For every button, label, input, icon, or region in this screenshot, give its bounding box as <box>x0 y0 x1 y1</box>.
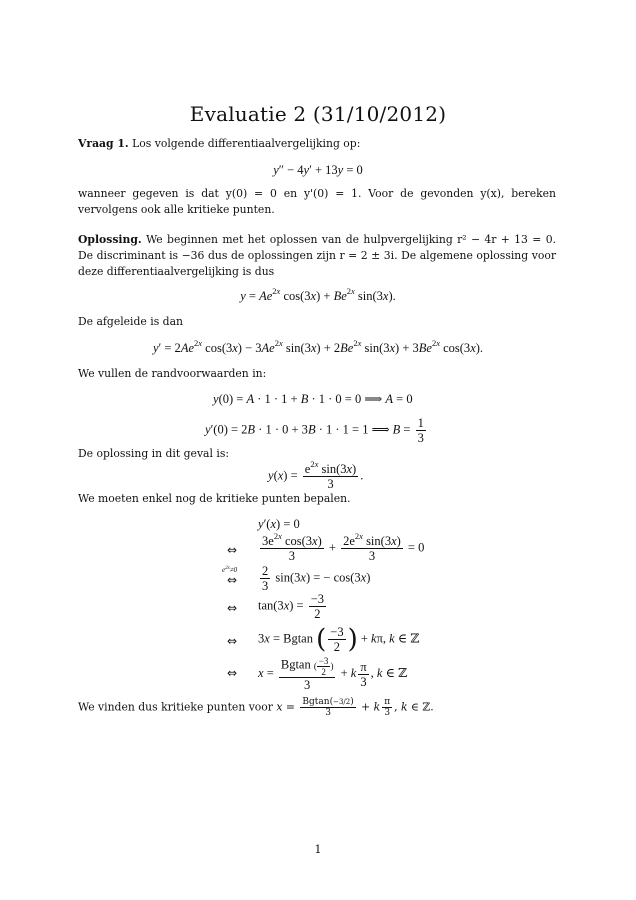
particular-intro: De oplossing in dit geval is: <box>78 447 230 460</box>
solution-intro-text: We beginnen met het oplossen van de hulpvergelijking r² − 4r + 13 = 0. De discriminant is −36 dus de oplossingen zijn r = 2 ± 3i. De algemene oplossing voor deze differentiaalvergelijking is dus <box>78 233 556 278</box>
solution-intro <box>78 232 556 280</box>
equivalence-arrow-4: ⇔ <box>227 634 238 648</box>
step-1: y′(x) = 0 <box>258 517 300 531</box>
equivalence-arrow-1: ⇔ <box>227 543 238 557</box>
page-title: Evaluatie 2 (31/10/2012) <box>189 102 447 126</box>
critical-intro: We moeten enkel nog de kritieke punten bepalen. <box>78 492 351 505</box>
boundary-condition-2: y′(0) = 2B · 1 · 0 + 3B · 1 · 1 = 1 ⟹ B = $\frac{1}{3}$ <box>205 416 424 445</box>
boundary-condition-1: y(0) = A · 1 · 1 + B · 1 · 0 = 0 ⟹ A = 0 <box>213 392 413 406</box>
step-note: $e^{2x}\ne 0$ <box>222 566 238 574</box>
question-intro <box>78 136 556 152</box>
equivalence-arrow-2: ⇔ <box>227 573 238 587</box>
particular-solution: y(x) = $\frac{e^{2x} \sin(3x)}{3}$ . <box>268 459 364 491</box>
step-6: x = Bgtan ( $\frac{-3}{2}$ ) 3 + k $\frac{\pi}{3}$ , k ∈ ℤ <box>258 656 408 692</box>
question-intro-text: Los volgende differentiaalvergelijking op: <box>132 137 361 150</box>
question-equation: y″ − 4y′ + 13y = 0 <box>273 163 363 177</box>
solution-label: Oplossing. <box>78 233 142 246</box>
derivative-intro: De afgeleide is dan <box>78 315 183 328</box>
boundary-intro: We vullen de randvoorwaarden in: <box>78 367 267 380</box>
page-number: 1 <box>314 843 322 856</box>
step-2: $\frac{3e^{2x} \cos(3x)}{3}$ + $\frac{2e^{2x} \sin(3x)}{3}$ = 0 <box>262 531 425 563</box>
question-label: Vraag 1. <box>78 137 129 150</box>
derivative-equation: $y' = 2Ae^{2x}$ $\cos(3x) - 3Ae^{2x}$ $\sin(3x) + 2Be^{2x}$ $\sin(3x) + 3Be^{2x}$ cos(3x). <box>152 338 484 355</box>
general-solution-equation: $y = Ae^{2x}$ $\cos(3x) + Be^{2x}$ sin(3x). <box>240 286 396 303</box>
step-4: tan(3x) = $\frac{-3}{2}$ <box>258 592 325 621</box>
question-conditions: wanneer gegeven is dat y(0) = 0 en y'(0) = 1. Voor de gevonden y(x), bereken vervolgens ook alle kritieke punten. <box>78 187 556 216</box>
conclusion: We vinden dus kritieke punten voor x = $\frac{Bgtan(-3/2)}{3}$ + k $\frac{\pi}{3}$ , k ∈ ℤ. <box>78 697 434 718</box>
step-5: 3x = Bgtan ( $\frac{-3}{2}$ ) + kπ, k ∈ ℤ <box>258 624 420 655</box>
equivalence-arrow-5: ⇔ <box>227 666 238 680</box>
step-3: $\frac{2}{3}$ sin(3x) = − cos(3x) <box>262 564 371 593</box>
equivalence-arrow-3: ⇔ <box>227 601 238 615</box>
